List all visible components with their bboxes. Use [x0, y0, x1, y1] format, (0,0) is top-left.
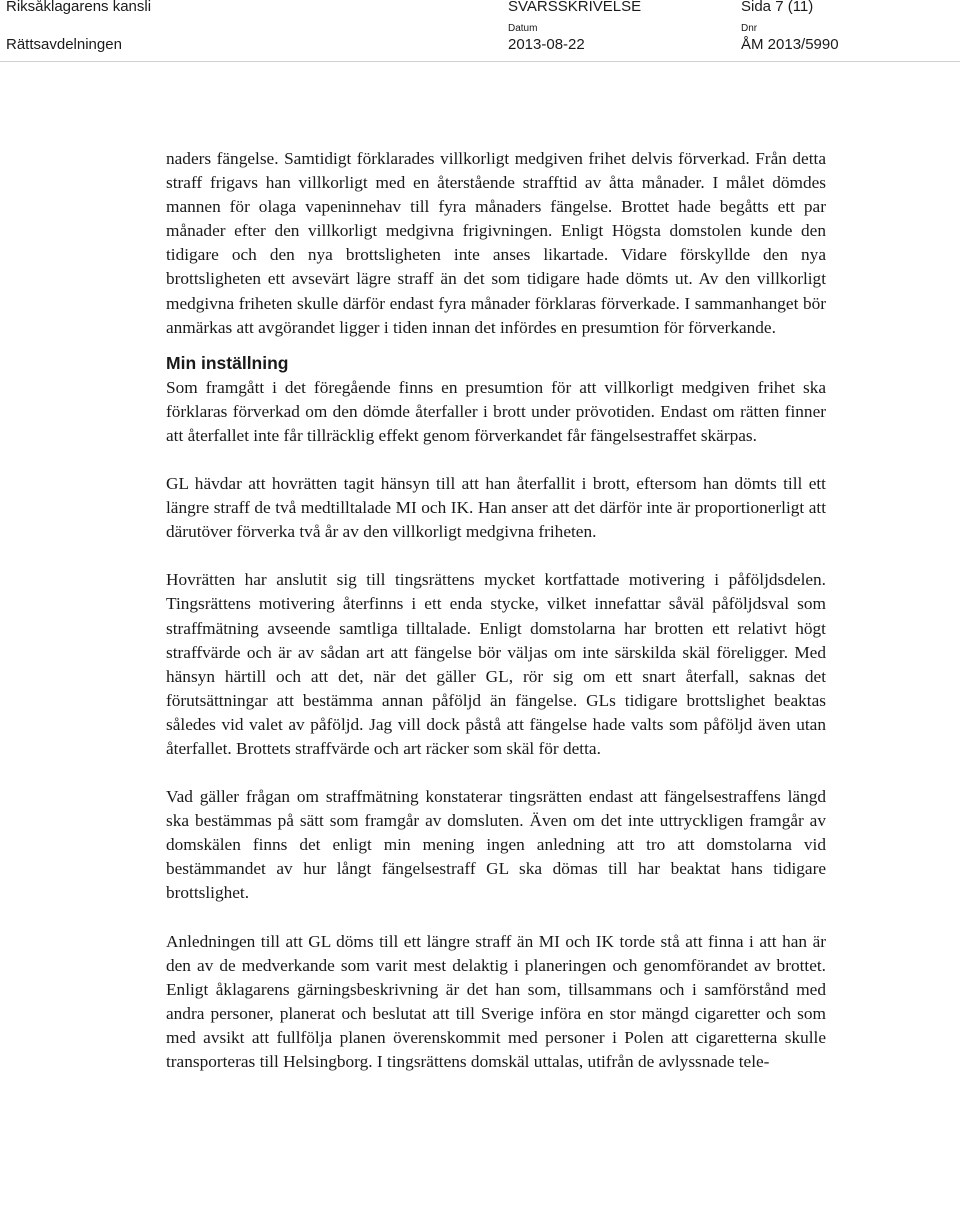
dnr-label: Dnr: [741, 23, 758, 34]
paragraph-sentencing: Vad gäller frågan om straffmätning konstaterar tingsrätten endast att fängelsestraffens längd ska bestämmas på sätt som framgår av domsluten. Även om det inte uttryckligen framgår av domskälen finns det enligt min mening ingen anledning att tro att domstolarna vid bestämmandet av hur långt fängelsestraff GL ska dömas till har beaktat hans tidigare brottslighet.: [166, 787, 826, 903]
document-body: [166, 147, 826, 1074]
page-header: [0, 0, 960, 62]
section-heading: Min inställning: [166, 352, 289, 373]
organization-name: Riksåklagarens kansli: [6, 0, 152, 15]
paragraph-gl-argument: GL hävdar att hovrätten tagit hänsyn till att han återfallit i brott, eftersom han dömts till ett längre straff de två medtilltalade MI och IK. Han anser att det därför inte är proportionerligt att därutöver förverka två år av den villkorligt medgivna friheten.: [166, 474, 826, 542]
department-name: Rättsavdelningen: [6, 36, 122, 53]
date-label: Datum: [508, 23, 538, 34]
document-type: SVARSSKRIVELSE: [508, 0, 642, 15]
dnr-value: ÅM 2013/5990: [741, 36, 839, 53]
page-number: Sida 7 (11): [741, 0, 814, 15]
header-divider: [0, 61, 960, 62]
paragraph-involvement: Anledningen till att GL döms till ett längre straff än MI och IK torde stå att finna i att han är den av de medverkande som varit mest delaktig i planeringen och genomförandet av brottet. Enligt åklagarens gärningsbeskrivning är det han som, tillsammans och i samförstånd med andra personer, planerat och beslutat att till Sverige införa en stor mängd cigaretter och som med avsikt att fullfölja planen överenskommit med personer i Polen att cigaretterna skulle transporteras till Helsingborg. I tingsrättens domskäl uttalas, utifrån de avlyssnade tele-: [166, 931, 826, 1071]
date-value: 2013-08-22: [508, 36, 585, 53]
paragraph-court-reasoning: Hovrätten har anslutit sig till tingsrättens mycket kortfattade motivering i påföljdsdelen. Tingsrättens motivering återfinns i ett enda stycke, vilket innefattar såväl påföljdsval som straffmätning avseende samtliga tilltalade. Enligt domstolarna har brotten ett relativt högt straffvärde och är av sådan art att fängelse bör väljas om inte särskilda skäl föreligger. Med hänsyn härtill och att det, när det gäller GL, rör sig om ett snart återfall, saknas det förutsättningar att bestämma annan påföljd än fängelse. GLs tidigare brottslighet beaktas således vid valet av påföljd. Jag vill dock påstå att fängelse hade valts som påföljd även utan återfallet. Brottets straffvärde och art räcker som skäl för detta.: [166, 570, 826, 758]
paragraph-presumption: Som framgått i det föregående finns en presumtion för att villkorligt medgiven frihet ska förklaras förverkad om den dömde återfaller i brott under prövotiden. Endast om rätten finner att återfallet inte får tillräcklig effekt genom förverkandet får fängelsestraffet skärpas.: [166, 377, 826, 445]
paragraph-case-summary: naders fängelse. Samtidigt förklarades villkorligt medgiven frihet delvis förverkad. Från detta straff frigavs han villkorligt med en återstående strafftid av åtta månader. I målet dömdes mannen för olaga vapeninnehav till fyra månaders fängelse. Brottet hade begåtts ett par månader efter den villkorligt medgivna frigivningen. Enligt Högsta domstolen kunde den tidigare och den nya brottsligheten inte anses likartade. Vidare förskyllde den nya brottsligheten ett avsevärt lägre straff än det som tidigare hade dömts ut. Av den villkorligt medgivna friheten skulle därför endast fyra månader förklaras förverkade. I sammanhanget bör anmärkas att avgörandet ligger i tiden innan det infördes en presumtion för förverkande.: [166, 149, 826, 337]
